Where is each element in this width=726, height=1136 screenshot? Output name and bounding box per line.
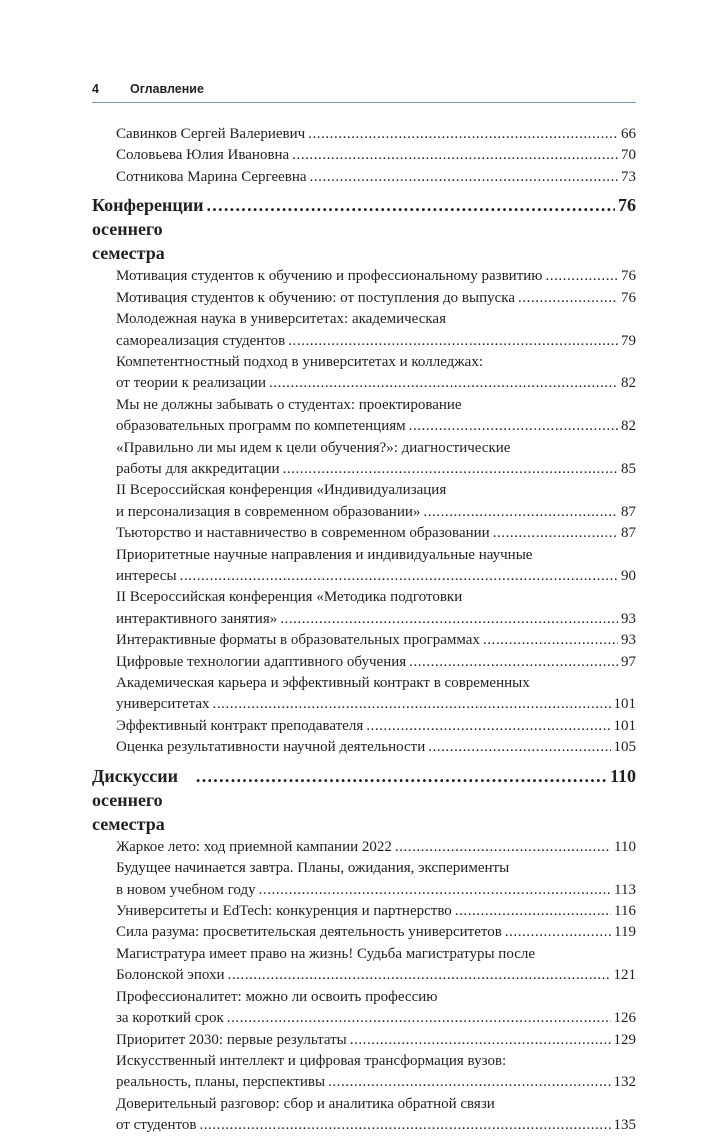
dot-leader: [213, 694, 611, 715]
dot-leader: [180, 566, 618, 587]
toc-entry-line: [116, 587, 636, 608]
toc-entry-title: Мы не должны забывать о студентах: проектирование: [116, 396, 462, 413]
toc-entry-title: университетах: [116, 696, 210, 713]
toc-entry-line: [116, 944, 636, 965]
dot-leader: [483, 630, 618, 651]
toc-entry-title: Профессионалитет: можно ли освоить профессию: [116, 988, 438, 1005]
toc-entry-page: 85: [621, 460, 636, 477]
toc-entry-title: Савинков Сергей Валериевич: [116, 126, 306, 142]
running-header: [92, 80, 636, 102]
section-heading[interactable]: [92, 193, 636, 265]
section-heading-title: Дискуссии осеннего семестра: [92, 765, 179, 834]
dot-leader: [409, 416, 618, 437]
toc-entry-title: Будущее начинается завтра. Планы, ожидания, эксперименты: [116, 860, 510, 877]
toc-entry-page: 110: [614, 838, 636, 855]
section-heading-title: Конференции осеннего семестра: [92, 195, 204, 264]
toc-entry-line: [116, 858, 636, 879]
toc-entry-line: [116, 545, 636, 566]
dot-leader: [366, 716, 610, 737]
toc-entry-title: Молодежная наука в университетах: академическая: [116, 311, 446, 328]
dot-leader: [328, 1072, 610, 1093]
toc-entry[interactable]: [92, 438, 636, 481]
toc-entry[interactable]: [92, 587, 636, 630]
toc-entry-title: самореализация студентов: [116, 332, 286, 349]
toc-entry[interactable]: [92, 145, 636, 166]
toc-entry-title: Болонской эпохи: [116, 967, 225, 984]
toc-entry-page: 87: [621, 525, 636, 542]
toc-entry-title: образовательных программ по компетенциям: [116, 418, 406, 435]
toc-entry-line: [116, 480, 636, 501]
toc-entry-line: [116, 331, 636, 352]
toc-entry-page: 82: [621, 375, 636, 392]
toc-section: [92, 124, 636, 188]
dot-leader: [310, 167, 618, 188]
toc-entry-line: [116, 694, 636, 715]
toc-entry-title: интересы: [116, 567, 177, 584]
toc-entry-title: Магистратура имеет право на жизнь! Судьба магистратуры после: [116, 945, 536, 962]
toc-entry-line: [116, 1008, 636, 1029]
dot-leader: [409, 652, 618, 673]
toc-entry-title: за короткий срок: [116, 1010, 224, 1027]
toc-entry[interactable]: [92, 523, 636, 544]
toc-entry-line: [116, 145, 636, 166]
toc-entry-line: [116, 880, 636, 901]
toc-entry-page: 135: [613, 1117, 636, 1134]
page-number: 4: [92, 82, 99, 96]
toc-entry[interactable]: [92, 944, 636, 987]
toc-entry-line: [116, 837, 636, 858]
toc-entry-page: 93: [621, 632, 636, 649]
toc-entry[interactable]: [92, 922, 636, 943]
toc-entry-page: 105: [613, 739, 636, 756]
toc-entry-page: 129: [613, 1031, 636, 1048]
toc-entry-title: Жаркое лето: ход приемной кампании 2022: [116, 838, 392, 855]
toc-entry-page: 73: [621, 168, 636, 185]
toc-entry-line: [116, 1072, 636, 1093]
toc-entry[interactable]: [92, 395, 636, 438]
toc-entry-line: [116, 987, 636, 1008]
toc-entry-line: [116, 266, 636, 287]
toc-entry-line: [116, 922, 636, 943]
dot-leader: [288, 331, 618, 352]
toc-entry-line: [116, 523, 636, 544]
toc-entry[interactable]: [92, 352, 636, 395]
toc-entry[interactable]: [92, 987, 636, 1030]
toc-entry-line: [116, 502, 636, 523]
dot-leader: [428, 737, 610, 758]
toc-entry-line: [116, 1115, 636, 1136]
toc-entry[interactable]: [92, 673, 636, 716]
toc-entry-line: [116, 1051, 636, 1072]
toc-entry-line: [116, 124, 636, 145]
toc-entry-title: работы для аккредитации: [116, 460, 280, 477]
toc-entry-title: от теории к реализации: [116, 375, 266, 392]
toc-entry-line: [116, 167, 636, 188]
toc-entry-title: Тьюторство и наставничество в современном образовании: [116, 525, 490, 542]
toc-entry[interactable]: [92, 737, 636, 758]
toc-entry-page: 82: [621, 418, 636, 435]
toc-entry[interactable]: [92, 858, 636, 901]
dot-leader: [292, 145, 618, 166]
toc-entry-line: [116, 1030, 636, 1051]
toc-entry-line: [116, 309, 636, 330]
toc-entry-title: Компетентностный подход в университетах и колледжах:: [116, 354, 483, 371]
toc-entry-title: Сила разума: просветительская деятельность университетов: [116, 924, 502, 941]
toc-entry[interactable]: [92, 630, 636, 651]
toc-entry-line: [116, 395, 636, 416]
toc-entry-title: Академическая карьера и эффективный контракт в современных: [116, 675, 530, 692]
toc-entry-title: и персонализация в современном образовании»: [116, 503, 421, 520]
toc-entry-page: 90: [621, 567, 636, 584]
toc-entry-title: в новом учебном году: [116, 881, 256, 898]
toc-entry-page: 76: [621, 268, 636, 285]
toc-entry-title: Приоритет 2030: первые результаты: [116, 1031, 347, 1048]
toc-entry-line: [116, 1094, 636, 1115]
toc-entry-title: Университеты и EdTech: конкуренция и партнерство: [116, 902, 452, 919]
toc-entry-title: Оценка результативности научной деятельности: [116, 739, 426, 756]
toc-entry-title: Интерактивные форматы в образовательных программах: [116, 632, 480, 649]
toc-entry-page: 66: [621, 126, 636, 142]
dot-leader: [546, 266, 619, 287]
toc-entry-line: [116, 901, 636, 922]
toc-entry-title: Мотивация студентов к обучению: от поступления до выпуска: [116, 289, 515, 306]
toc-section: [92, 764, 636, 1136]
toc-entry[interactable]: [92, 167, 636, 188]
toc-entry-page: 97: [621, 653, 636, 670]
toc-entry[interactable]: [92, 124, 636, 145]
running-title: Оглавление: [130, 82, 204, 96]
toc-entry-title: Соловьева Юлия Ивановна: [116, 147, 290, 164]
toc-entry[interactable]: [92, 901, 636, 922]
toc-entry[interactable]: [92, 309, 636, 352]
dot-leader: [308, 124, 618, 145]
toc-entry-line: [116, 566, 636, 587]
dot-leader: [227, 1008, 611, 1029]
toc-entry-line: [116, 630, 636, 651]
toc-entry-page: 132: [613, 1074, 636, 1091]
toc-entry-line: [116, 352, 636, 373]
toc-entry[interactable]: [92, 652, 636, 673]
toc-entry[interactable]: [92, 545, 636, 588]
toc-entry[interactable]: [92, 837, 636, 858]
dot-leader: [505, 922, 611, 943]
toc-entry-page: 113: [614, 881, 636, 898]
dot-leader: [493, 523, 618, 544]
toc-entry[interactable]: [92, 288, 636, 309]
toc-entry-page: 79: [621, 332, 636, 349]
toc-entry[interactable]: [92, 716, 636, 737]
dot-leader: [228, 965, 611, 986]
dot-leader: [350, 1030, 611, 1051]
toc-entry-line: [116, 438, 636, 459]
toc-entry-line: [116, 737, 636, 758]
toc-entry-title: Мотивация студентов к обучению и профессиональному развитию: [116, 268, 543, 285]
toc-entry-page: 101: [613, 717, 636, 734]
toc-entry[interactable]: [92, 480, 636, 523]
dot-leader: [280, 609, 618, 630]
toc-entry-line: [116, 716, 636, 737]
toc-entry-title: Доверительный разговор: сбор и аналитика обратной связи: [116, 1095, 495, 1112]
section-heading-page: 110: [609, 765, 636, 786]
toc-entry-title: «Правильно ли мы идем к цели обучения?»: диагностические: [116, 439, 511, 456]
toc-entry[interactable]: [92, 1051, 636, 1094]
dot-leader: [269, 373, 618, 394]
dot-leader: [199, 1115, 610, 1136]
toc-entry-line: [116, 673, 636, 694]
toc-entry-page: 101: [613, 696, 636, 713]
toc-entry-line: [116, 373, 636, 394]
toc-entry-title: Цифровые технологии адаптивного обучения: [116, 653, 407, 670]
dot-leader: [259, 880, 611, 901]
toc-entry-page: 76: [621, 289, 636, 306]
toc-entry-line: [116, 416, 636, 437]
toc-entry-title: интерактивного занятия»: [116, 610, 278, 627]
toc-entry-line: [116, 965, 636, 986]
toc-entry-line: [116, 459, 636, 480]
toc-entry-line: [116, 288, 636, 309]
section-heading[interactable]: [92, 764, 636, 836]
toc-entry-title: Эффективный контракт преподавателя: [116, 717, 364, 734]
toc-entry-page: 126: [613, 1010, 636, 1027]
dot-leader: [206, 193, 615, 217]
toc-entry[interactable]: [92, 266, 636, 287]
toc-entry[interactable]: [92, 1030, 636, 1051]
toc-entry-page: 70: [621, 147, 636, 164]
toc-entry-page: 93: [621, 610, 636, 627]
section-heading-page: 76: [618, 195, 636, 216]
toc-section: [92, 193, 636, 758]
toc-entry-title: реальность, планы, перспективы: [116, 1074, 326, 1091]
toc-entry-page: 116: [614, 902, 636, 919]
toc-entry-page: 87: [621, 503, 636, 520]
toc-entry-title: Искусственный интеллект и цифровая трансформация вузов:: [116, 1053, 507, 1069]
toc-entry-title: Сотникова Марина Сергеевна: [116, 168, 307, 185]
toc-entry-page: 121: [613, 967, 636, 984]
toc-entry-line: [116, 609, 636, 630]
dot-leader: [196, 764, 607, 788]
toc-entry-title: II Всероссийская конференция «Индивидуализация: [116, 482, 447, 499]
dot-leader: [395, 837, 611, 858]
header-rule: [92, 102, 636, 103]
toc-entry-line: [116, 652, 636, 673]
dot-leader: [455, 901, 611, 922]
table-of-contents: [92, 124, 636, 1136]
toc-entry-page: 119: [614, 924, 636, 941]
dot-leader: [518, 288, 618, 309]
toc-entry-title: Приоритетные научные направления и индивидуальные научные: [116, 546, 533, 563]
toc-entry-title: от студентов: [116, 1117, 197, 1134]
toc-entry-title: II Всероссийская конференция «Методика подготовки: [116, 589, 463, 606]
dot-leader: [423, 502, 618, 523]
dot-leader: [283, 459, 618, 480]
